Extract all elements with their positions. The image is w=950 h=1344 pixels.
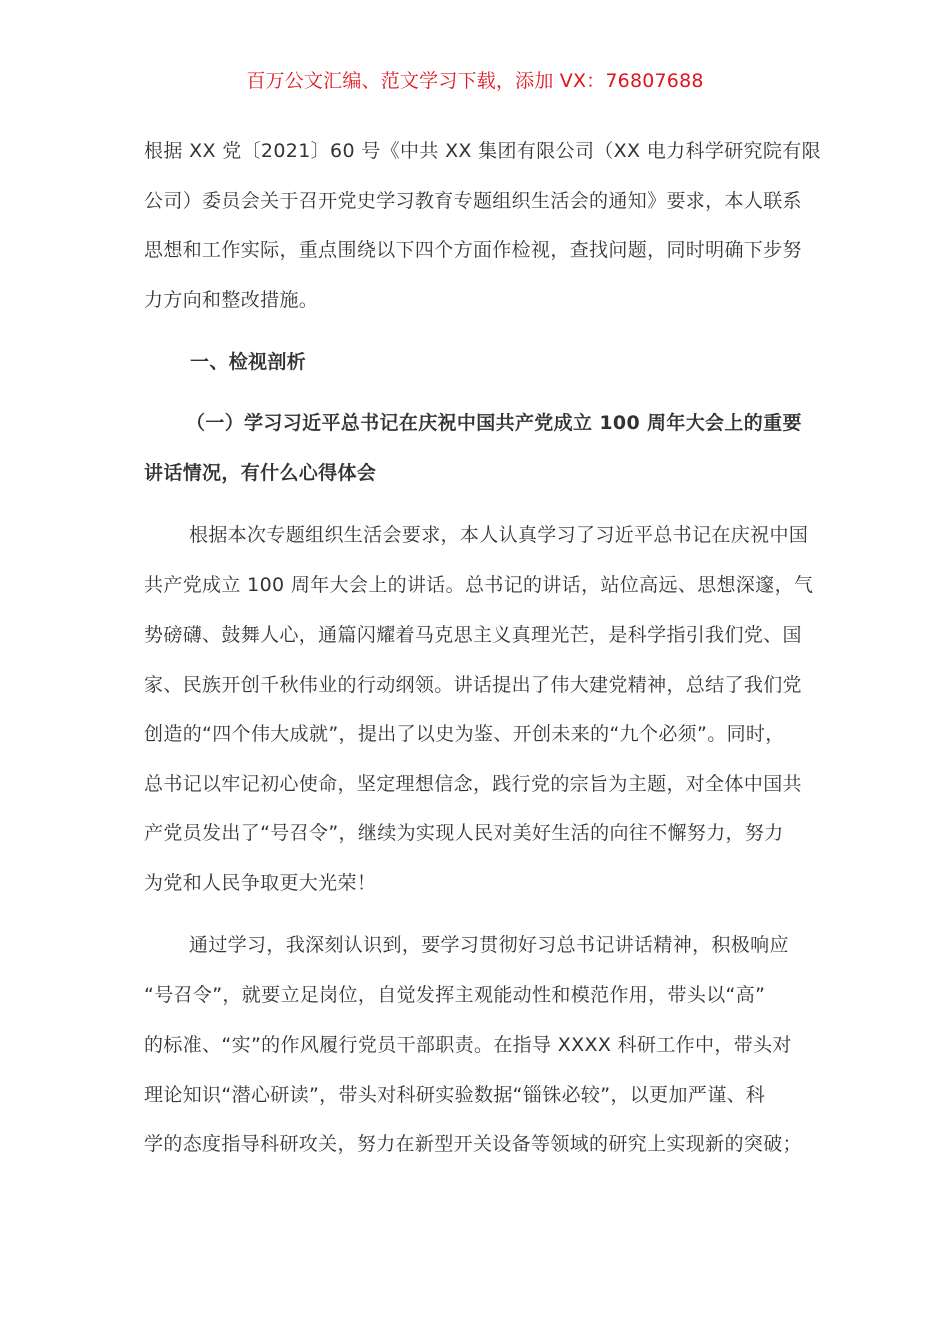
paragraph2-line-1: 通过学习，我深刻认识到，要学习贯彻好习总书记讲话精神，积极响应 xyxy=(189,934,789,956)
section-heading: 一、检视剖析 xyxy=(190,351,307,373)
paragraph1-line-6: 总书记以牢记初心使命，坚定理想信念，践行党的宗旨为主题，对全体中国共 xyxy=(144,773,802,795)
promo-banner: 百万公文汇编、范文学习下载，添加 VX：76807688 xyxy=(246,70,704,92)
subsection-heading-line-2: 讲话情况，有什么心得体会 xyxy=(144,462,377,484)
paragraph1-line-7: 产党员发出了“号召令”，继续为实现人民对美好生活的向往不懈努力，努力 xyxy=(144,822,784,844)
subsection-heading-line-1: （一）学习习近平总书记在庆祝中国共产党成立 100 周年大会上的重要 xyxy=(186,412,802,434)
intro-line-4: 力方向和整改措施。 xyxy=(144,289,319,311)
intro-line-2: 公司）委员会关于召开党史学习教育专题组织生活会的通知》要求，本人联系 xyxy=(144,190,802,212)
paragraph1-line-4: 家、民族开创千秋伟业的行动纲领。讲话提出了伟大建党精神，总结了我们党 xyxy=(144,674,802,696)
paragraph1-line-1: 根据本次专题组织生活会要求，本人认真学习了习近平总书记在庆祝中国 xyxy=(189,524,809,546)
intro-line-3: 思想和工作实际，重点围绕以下四个方面作检视，查找问题，同时明确下步努 xyxy=(144,239,802,261)
paragraph2-line-2: “号召令”，就要立足岗位，自觉发挥主观能动性和模范作用，带头以“高” xyxy=(144,984,766,1006)
paragraph2-line-4: 理论知识“潜心研读”，带头对科研实验数据“锱铢必较”，以更加严谨、科 xyxy=(144,1084,766,1106)
paragraph1-line-3: 势磅礴、鼓舞人心，通篇闪耀着马克思主义真理光芒，是科学指引我们党、国 xyxy=(144,624,802,646)
paragraph1-line-8: 为党和人民争取更大光荣！ xyxy=(144,872,377,894)
paragraph1-line-5: 创造的“四个伟大成就”，提出了以史为鉴、开创未来的“九个必须”。同时， xyxy=(144,723,785,745)
paragraph2-line-3: 的标准、“实”的作风履行党员干部职责。在指导 XXXX 科研工作中，带头对 xyxy=(144,1034,792,1056)
intro-line-1: 根据 XX 党〔2021〕60 号《中共 XX 集团有限公司（XX 电力科学研究院有限 xyxy=(144,140,821,162)
paragraph1-line-2: 共产党成立 100 周年大会上的讲话。总书记的讲话，站位高远、思想深邃，气 xyxy=(144,574,814,596)
paragraph2-line-5: 学的态度指导科研攻关，努力在新型开关设备等领域的研究上实现新的突破； xyxy=(144,1133,802,1155)
